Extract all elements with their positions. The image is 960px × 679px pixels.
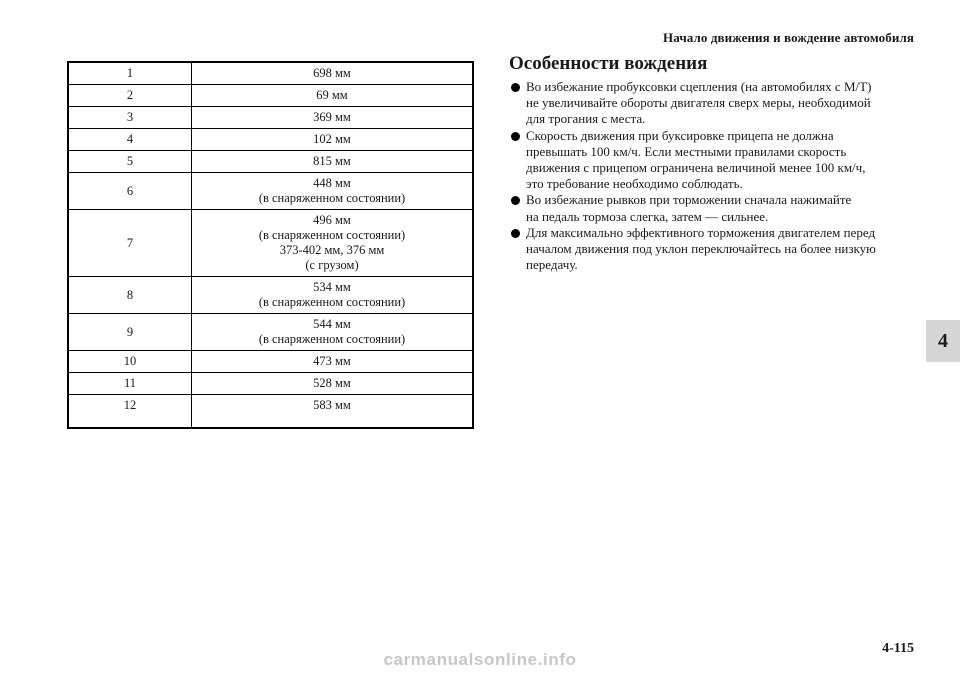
- table-row: [68, 173, 473, 210]
- row-value: [192, 129, 474, 151]
- value-line: (в снаряженном состоянии): [258, 295, 406, 309]
- value-line: 534 мм: [313, 280, 351, 294]
- row-number: 4: [68, 129, 192, 151]
- row-value: [192, 85, 474, 107]
- bullet-line: Во избежание пробуксовки сцепления (на автомобилях с M/T): [526, 79, 872, 94]
- table-row: [68, 373, 473, 395]
- value-line: 473 мм: [313, 354, 351, 368]
- bullet-icon: [511, 83, 520, 92]
- row-value: [192, 151, 474, 173]
- bullet-line: движения с прицепом ограничена величиной менее 100 км/ч,: [526, 160, 866, 176]
- bullet-line: это требование необходимо соблюдать.: [526, 176, 743, 192]
- section-title: Особенности вождения: [509, 53, 708, 74]
- row-number: 1: [68, 62, 192, 85]
- row-value: [192, 62, 474, 85]
- page-number: 4-115: [882, 641, 914, 656]
- value-line: (в снаряженном состоянии): [258, 332, 406, 346]
- value-line: (в снаряженном состоянии): [258, 191, 406, 205]
- bullet-line: Во избежание рывков при торможении сначала нажимайте: [526, 192, 852, 208]
- row-value: [192, 373, 474, 395]
- row-number: 12: [68, 395, 192, 429]
- dimensions-table: [67, 61, 474, 429]
- value-line: 528 мм: [313, 376, 351, 390]
- chapter-tab: 4: [926, 320, 960, 362]
- value-line: (с грузом): [305, 258, 359, 272]
- driving-features-section: [509, 53, 919, 273]
- row-value: [192, 210, 474, 277]
- bullet-list: [509, 79, 919, 273]
- row-number: 5: [68, 151, 192, 173]
- value-line: 448 мм: [313, 176, 351, 190]
- value-line: 69 мм: [316, 88, 348, 102]
- bullet-icon: [511, 196, 520, 205]
- watermark: carmanualsonline.info: [383, 650, 577, 669]
- bullet-icon: [511, 229, 520, 238]
- value-line: 373-402 мм, 376 мм: [279, 243, 385, 257]
- chapter-title: Начало движения и вождение автомобиля: [663, 30, 914, 45]
- bullet-item: [509, 225, 919, 274]
- row-value: [192, 173, 474, 210]
- value-line: 815 мм: [313, 154, 351, 168]
- row-value: [192, 107, 474, 129]
- row-value: [192, 395, 474, 429]
- bullet-line: Для максимально эффективного торможения двигателем перед: [526, 224, 876, 240]
- table-row: [68, 210, 473, 277]
- value-line: 496 мм: [313, 213, 351, 227]
- row-number: 6: [68, 173, 192, 210]
- table-row: [68, 395, 473, 429]
- row-number: 10: [68, 351, 192, 373]
- bullet-line: началом движения под уклон переключайтесь на более низкую: [526, 241, 876, 257]
- table-row: [68, 151, 473, 173]
- table-row: [68, 129, 473, 151]
- row-value: [192, 277, 474, 314]
- bullet-line: не увеличивайте обороты двигателя сверх меры, необходимой: [526, 95, 871, 111]
- bullet-line: для трогания с места.: [526, 111, 646, 127]
- row-number: 11: [68, 373, 192, 395]
- row-number: 7: [68, 210, 192, 277]
- row-value: [192, 351, 474, 373]
- bullet-item: [509, 128, 919, 193]
- value-line: 544 мм: [313, 317, 351, 331]
- row-number: 3: [68, 107, 192, 129]
- bullet-icon: [511, 132, 520, 141]
- row-number: 8: [68, 277, 192, 314]
- bullet-line: передачу.: [526, 257, 578, 273]
- value-line: 369 мм: [313, 110, 351, 124]
- bullet-item: [509, 79, 919, 128]
- row-number: 2: [68, 85, 192, 107]
- table-row: [68, 85, 473, 107]
- bullet-line: на педаль тормоза слегка, затем — сильнее.: [526, 208, 769, 224]
- value-line: 698 мм: [313, 66, 351, 80]
- value-line: 583 мм: [313, 398, 351, 412]
- table-row: [68, 107, 473, 129]
- bullet-line: превышать 100 км/ч. Если местными правилами скорость: [526, 143, 847, 159]
- table-row: [68, 351, 473, 373]
- value-line: 102 мм: [313, 132, 351, 146]
- table-row: [68, 314, 473, 351]
- value-line: (в снаряженном состоянии): [258, 228, 406, 242]
- row-value: [192, 314, 474, 351]
- bullet-item: [509, 192, 919, 224]
- row-number: 9: [68, 314, 192, 351]
- table-row: [68, 277, 473, 314]
- bullet-line: Скорость движения при буксировке прицепа не должна: [526, 127, 834, 143]
- table-row: [68, 62, 473, 85]
